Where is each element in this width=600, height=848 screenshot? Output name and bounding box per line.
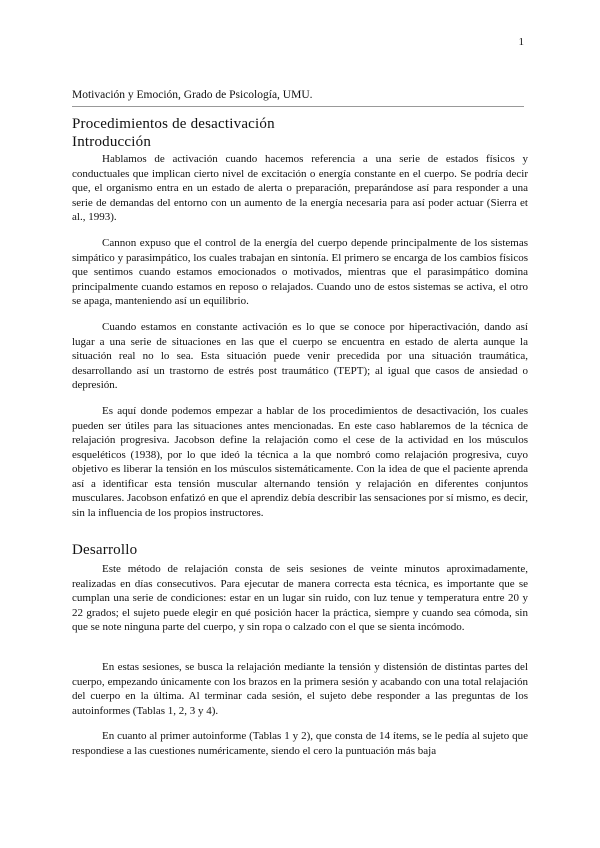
paragraph: Este método de relajación consta de seis sesiones de veinte minutos aproximadamente, realizadas en días consecutivos. Para ejecutar de manera correcta esta técnica, es importante que se cumplan una serie de condiciones: estar en un lugar sin ruido, con luz tenue y temperatura entre 20 y 22 grados; el sujeto puede elegir en qué posición hacer la práctica, siempre y cuando sea cómoda, sin que se note ninguna parte del cuerpo, y sin ropa o calzado con el que se sienta incómodo. xyxy=(72,563,528,633)
paragraph: Cannon expuso que el control de la energía del cuerpo depende principalmente de los sistemas simpático y parasimpático, los cuales trabajan en sintonía. El primero se encarga de los cambios físicos que sentimos cuando estamos emocionados o motivados, mientras que el parasimpático domina principalmente cuando estamos en reposo o relajados. Cuando uno de estos sistemas se activa, el otro se apaga, manteniendo así un equilibrio. xyxy=(72,237,528,307)
header-divider xyxy=(72,106,524,107)
page-number: 1 xyxy=(518,36,524,48)
paragraph: En cuanto al primer autoinforme (Tablas 1 y 2), que consta de 14 ítems, se le pedía al sujeto que respondiese a las cuestiones numéricamente, siendo el cero la puntuación más baja xyxy=(72,730,528,757)
section-heading-introduccion: Introducción xyxy=(72,134,152,150)
section-heading-desarrollo: Desarrollo xyxy=(72,542,138,558)
paragraph: Cuando estamos en constante activación es lo que se conoce por hiperactivación, dando así lugar a una serie de situaciones en las que el cuerpo se encuentra en estado de alerta aunque la situación real no lo sea. Esta situación puede venir precedida por una situación traumática, desarrollando así un trastorno de estrés post traumático (TEPT); al igual que casos de ansiedad o depresión. xyxy=(72,321,528,391)
paragraph: En estas sesiones, se busca la relajación mediante la tensión y distensión de distintas partes del cuerpo, empezando únicamente con los brazos en la primera sesión y acabando con una total relajación del cuerpo en la última. Al terminar cada sesión, el sujeto debe responder a las preguntas de los autoinformes (Tablas 1, 2, 3 y 4). xyxy=(72,661,528,717)
paragraph: Hablamos de activación cuando hacemos referencia a una serie de estados físicos y conductuales que implican cierto nivel de excitación o energía constante en el cuerpo. Se podría decir que, el organismo entra en un estado de alerta o preparación, preparándose así para responder a una serie de demandas del entorno con un aumento de la energía necesaria para así poder actuar (Sierra et al., 1993). xyxy=(72,153,528,223)
document-title: Procedimientos de desactivación xyxy=(72,116,275,132)
paragraph: Es aquí donde podemos empezar a hablar de los procedimientos de desactivación, los cuales pueden ser útiles para las situaciones antes mencionadas. En este caso hablaremos de la técnica de relajación progresiva. Jacobson define la relajación como el cese de la actividad en los músculos esqueléticos (1938), por lo que ideó la técnica a la que nombró como relajación progresiva, cuyo objetivo es liberar la tensión en los músculos sistemáticamente. Con la idea de que el paciente aprenda así a identificar esta tensión muscular alternando tensión y relajación en diferentes conjuntos musculares. Jacobson enfatizó en que el aprendiz debía describir las sensaciones por sí mismo, es decir, sin la influencia de los propios instructores. xyxy=(72,405,528,519)
running-header: Motivación y Emoción, Grado de Psicología, UMU. xyxy=(72,89,313,101)
